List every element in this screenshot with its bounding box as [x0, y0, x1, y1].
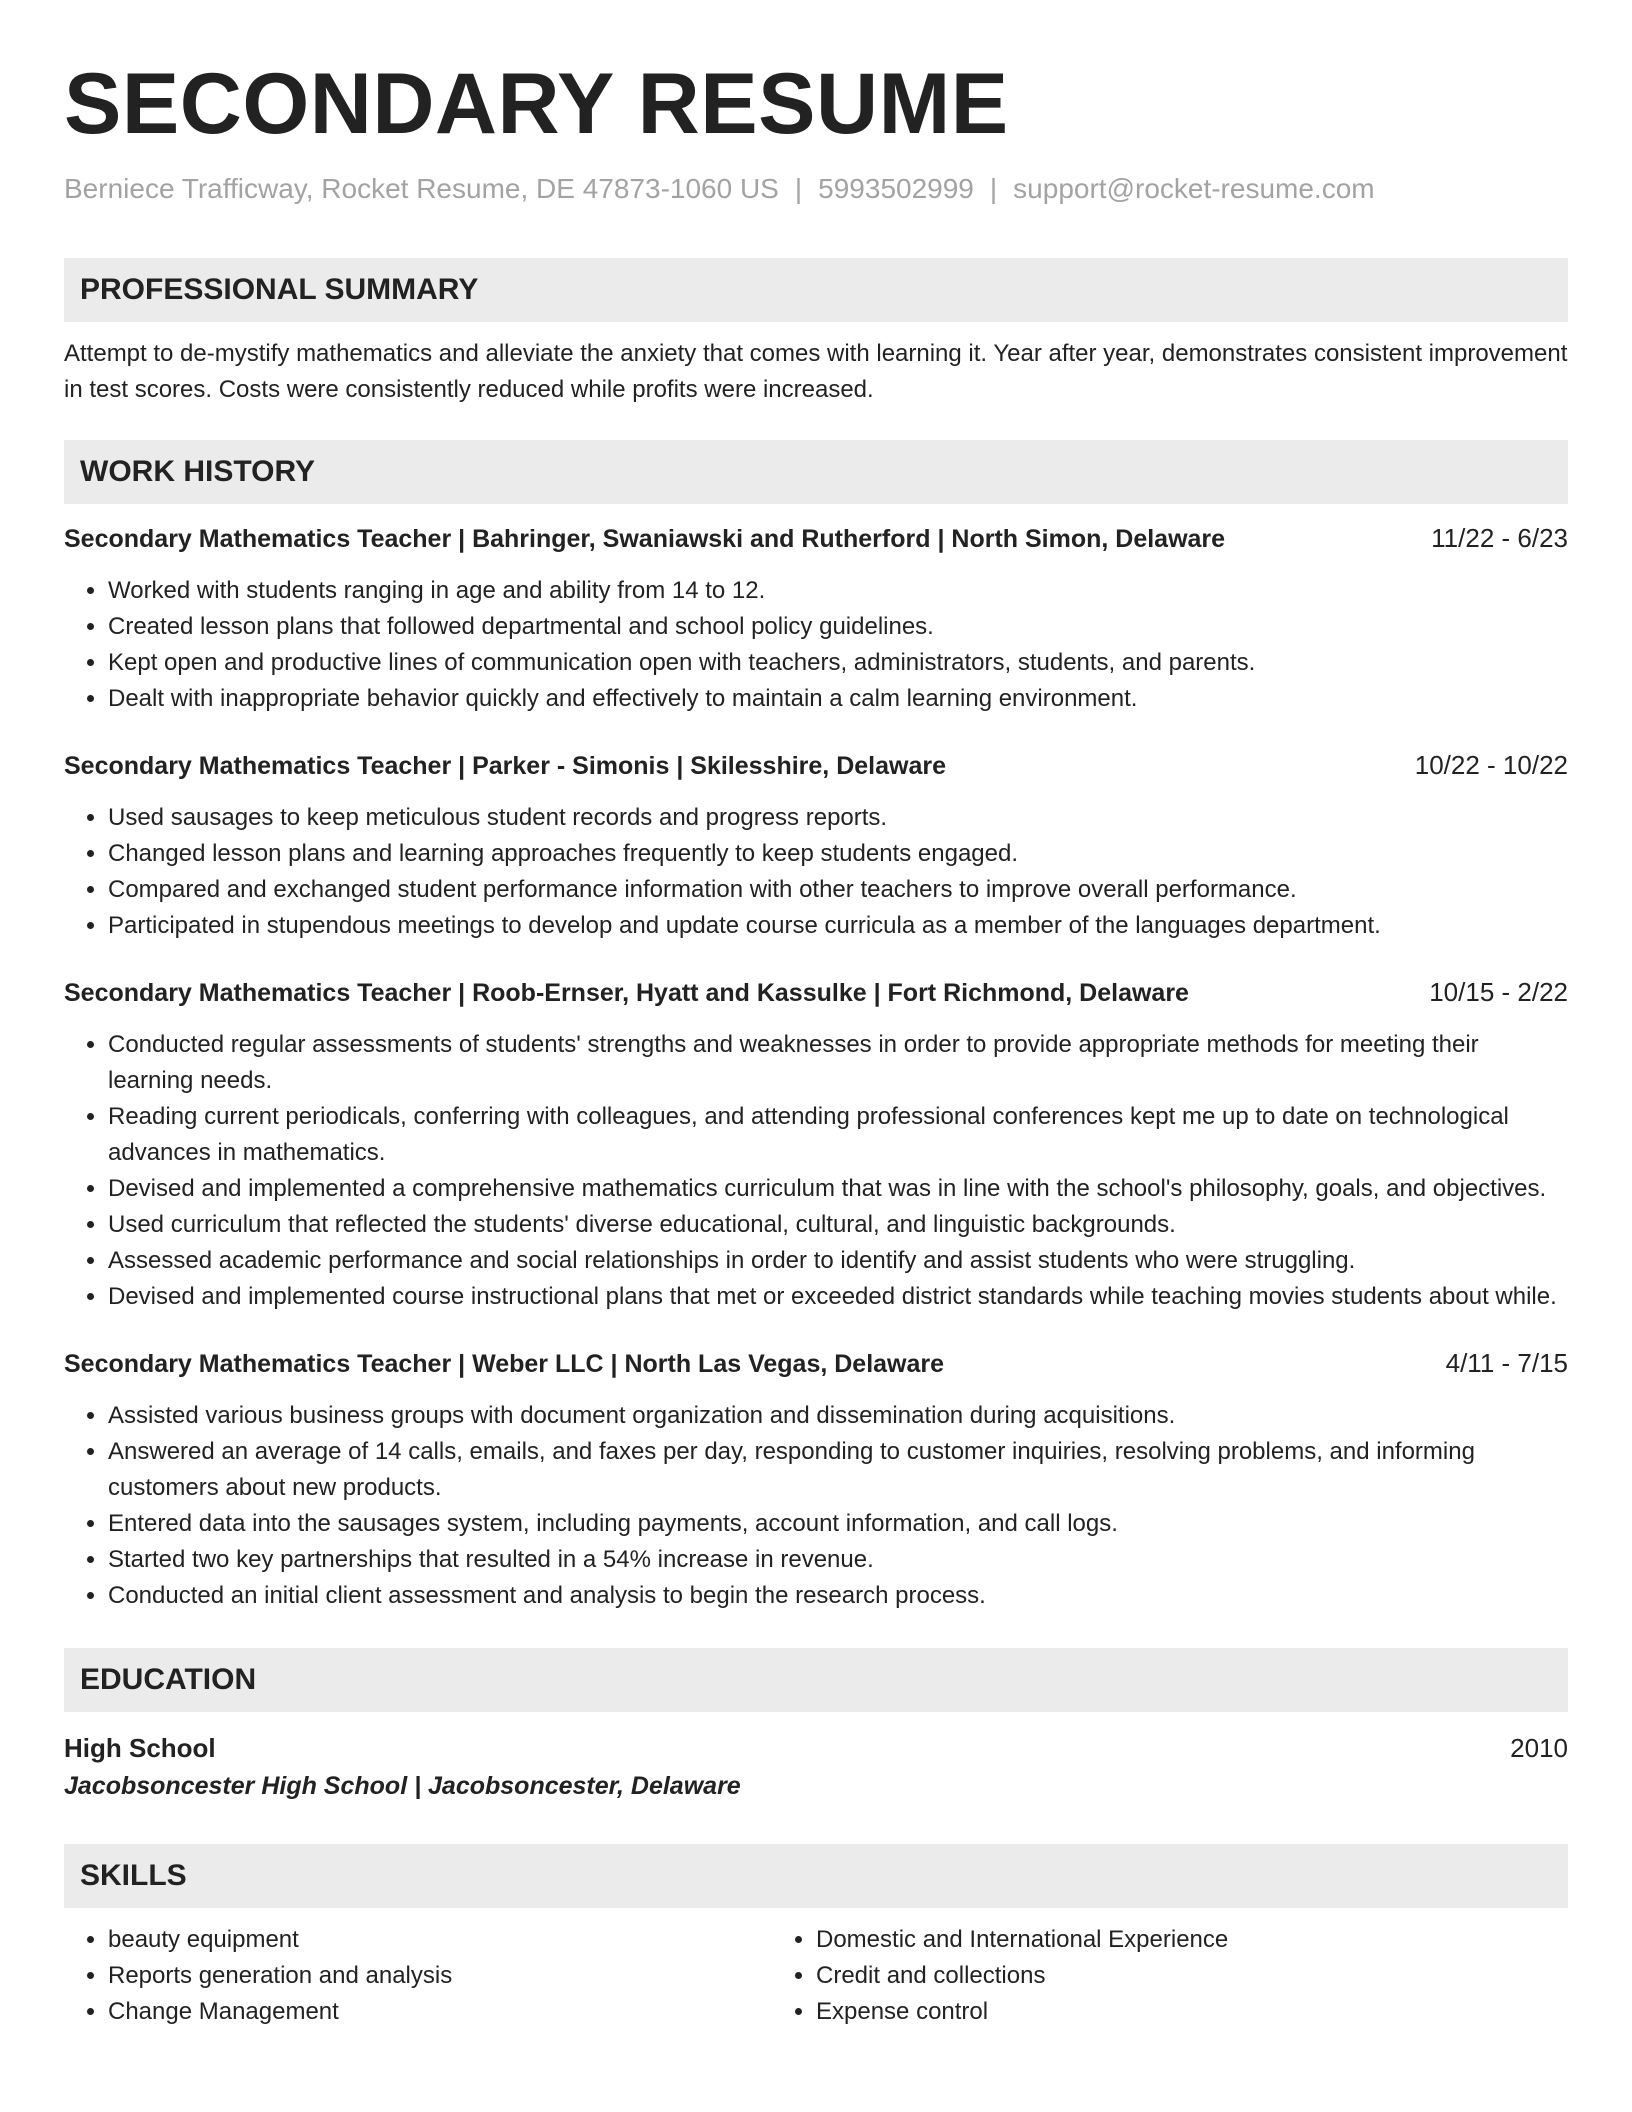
contact-address: Berniece Trafficway, Rocket Resume, DE 47873-1060 US	[64, 173, 779, 204]
job-title: Secondary Mathematics Teacher | Weber LLC | North Las Vegas, Delaware	[64, 1350, 945, 1378]
job-header	[64, 1345, 1568, 1382]
job-bullet: • Dealt with inappropriate behavior quickly and effectively to maintain a calm learning environment.	[108, 681, 1568, 717]
job-bullet: • Assisted various business groups with document organization and dissemination during acquisitions.	[108, 1398, 1568, 1434]
contact-separator: |	[794, 173, 803, 204]
job-bullet: • Used sausages to keep meticulous student records and progress reports.	[108, 800, 1568, 836]
skill-item: • Credit and collections	[816, 1958, 1480, 1994]
job-bullet: • Participated in stupendous meetings to develop and update course curricula as a member of the languages department.	[108, 908, 1568, 944]
resume-title: SECONDARY RESUME	[64, 56, 1009, 152]
job-dates: 10/15 - 2/22	[1429, 977, 1568, 1007]
job-bullet: • Compared and exchanged student performance information with other teachers to improve overall performance.	[108, 872, 1568, 908]
job-entry	[64, 1345, 1568, 1614]
job-title: Secondary Mathematics Teacher | Parker - Simonis | Skilesshire, Delaware	[64, 752, 946, 780]
job-entry	[64, 974, 1568, 1315]
job-bullet: • Created lesson plans that followed departmental and school policy guidelines.	[108, 609, 1568, 645]
job-bullet: • Devised and implemented a comprehensive mathematics curriculum that was in line with the school's philosophy, goals, and objectives.	[108, 1171, 1568, 1207]
job-bullets	[64, 1398, 1568, 1614]
education-school: Jacobsoncester High School | Jacobsoncester, Delaware	[64, 1772, 741, 1800]
section-header-skills: SKILLS	[64, 1844, 1568, 1908]
job-title: Secondary Mathematics Teacher | Roob-Ernser, Hyatt and Kassulke | Fort Richmond, Delaware	[64, 979, 1189, 1007]
resume-page	[64, 0, 1568, 2030]
job-bullets	[64, 573, 1568, 717]
job-header	[64, 974, 1568, 1011]
job-entry	[64, 520, 1568, 717]
job-entry	[64, 747, 1568, 944]
job-bullet: • Kept open and productive lines of communication open with teachers, administrators, students, and parents.	[108, 645, 1568, 681]
skill-item: • Change Management	[108, 1994, 772, 2030]
skill-item: • Expense control	[816, 1994, 1480, 2030]
education-header	[64, 1730, 1568, 1766]
contact-phone: 5993502999	[818, 173, 974, 204]
job-bullet: • Conducted an initial client assessment and analysis to begin the research process.	[108, 1578, 1568, 1614]
section-header-summary: PROFESSIONAL SUMMARY	[64, 258, 1568, 322]
section-header-education: EDUCATION	[64, 1648, 1568, 1712]
job-bullet: • Worked with students ranging in age and ability from 14 to 12.	[108, 573, 1568, 609]
job-bullet: • Devised and implemented course instructional plans that met or exceeded district standards while teaching movies students about while.	[108, 1279, 1568, 1315]
job-title: Secondary Mathematics Teacher | Bahringer, Swaniawski and Rutherford | North Simon, Delaware	[64, 525, 1226, 553]
job-dates: 4/11 - 7/15	[1445, 1348, 1568, 1378]
skill-item: • Reports generation and analysis	[108, 1958, 772, 1994]
job-bullet: • Changed lesson plans and learning approaches frequently to keep students engaged.	[108, 836, 1568, 872]
education-degree: High School	[64, 1733, 216, 1763]
skills-column-left	[64, 1922, 772, 2030]
job-bullets	[64, 800, 1568, 944]
section-header-work-history: WORK HISTORY	[64, 440, 1568, 504]
job-bullet: • Used curriculum that reflected the students' diverse educational, cultural, and linguistic backgrounds.	[108, 1207, 1568, 1243]
job-dates: 11/22 - 6/23	[1431, 523, 1568, 553]
contact-separator: |	[989, 173, 998, 204]
skill-item: • beauty equipment	[108, 1922, 772, 1958]
job-bullet: • Assessed academic performance and social relationships in order to identify and assist students who were struggling.	[108, 1243, 1568, 1279]
contact-email: support@rocket-resume.com	[1013, 173, 1375, 204]
job-header	[64, 520, 1568, 557]
job-bullet: • Reading current periodicals, conferring with colleagues, and attending professional conferences kept me up to date on technological advances in mathematics.	[108, 1099, 1568, 1171]
skills-list	[64, 1922, 1568, 2030]
summary-text: Attempt to de-mystify mathematics and alleviate the anxiety that comes with learning it. Year after year, demonstrates consistent improvement in test scores. Costs were consistently reduced while profits were increased.	[64, 340, 1568, 403]
job-bullet: • Answered an average of 14 calls, emails, and faxes per day, responding to customer inquiries, resolving problems, and informing customers about new products.	[108, 1434, 1568, 1506]
job-bullets	[64, 1027, 1568, 1315]
job-bullet: • Started two key partnerships that resulted in a 54% increase in revenue.	[108, 1542, 1568, 1578]
skills-column-right	[772, 1922, 1480, 2030]
job-dates: 10/22 - 10/22	[1414, 750, 1568, 780]
contact-line	[64, 172, 1568, 206]
skill-item: • Domestic and International Experience	[816, 1922, 1480, 1958]
job-bullet: • Entered data into the sausages system, including payments, account information, and call logs.	[108, 1506, 1568, 1542]
job-header	[64, 747, 1568, 784]
job-bullet: • Conducted regular assessments of students' strengths and weaknesses in order to provide appropriate methods for meeting their learning needs.	[108, 1027, 1568, 1099]
education-year: 2010	[1510, 1733, 1568, 1763]
